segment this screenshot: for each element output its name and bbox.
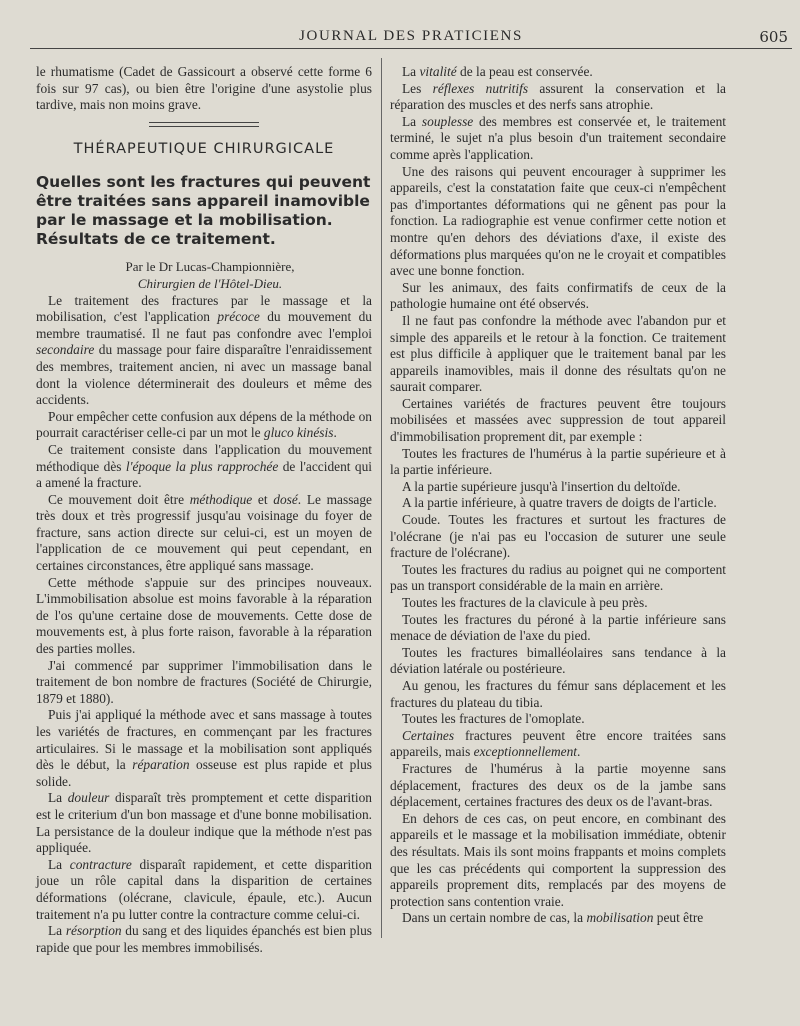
list-item: Au genou, les fractures du fémur sans déplacement et les fractures du plateau du tibia.	[390, 677, 726, 710]
column-divider	[381, 58, 382, 938]
intro-paragraph: le rhumatisme (Cadet de Gassicourt a observé cette forme 6 fois sur 97 cas), ou bien être l'origine d'une asystolie plus tardive, mais non moins grave.	[36, 64, 372, 113]
paragraph: Pour empêcher cette confusion aux dépens de la méthode on pourrait caractériser celle-ci par un mot le gluco kinésis.	[36, 408, 372, 441]
page-number: 605	[759, 28, 788, 46]
paragraph: Ce traitement consiste dans l'application du mouvement méthodique dès l'époque la plus rapprochée de l'accident qui a amené la fracture.	[36, 441, 373, 491]
paragraph: Puis j'ai appliqué la méthode avec et sans massage à toutes les variétés de fractures, en commençant par les fractures articulaires. Si le massage et la mobilisation sont appliqués dès le début, la réparation osseuse est plus rapide et plus solide.	[36, 707, 373, 789]
paragraph: Une des raisons qui peuvent encourager à supprimer les appareils, c'est la constatation faite que ceux-ci n'empêchent pas d'importantes déformations qui ne gênent pas pour la fonction. La radiographie est venue confirmer cette notion et montre qu'en dehors des déviations d'axe, il existe des déformations plus marquées qu'on ne le croyait et compatibles avec une bonne fonction.	[390, 163, 726, 279]
left-column	[36, 64, 372, 956]
list-item: Toutes les fractures de l'humérus à la partie supérieure et à la partie inférieure.	[390, 445, 726, 478]
paragraph: J'ai commencé par supprimer l'immobilisation dans le traitement de bon nombre de fractures (Société de Chirurgie, 1879 et 1880).	[36, 657, 372, 706]
author-affiliation: Chirurgien de l'Hôtel-Dieu.	[137, 275, 283, 291]
section-title: THÉRAPEUTIQUE CHIRURGICALE	[73, 140, 335, 157]
paragraph: Sur les animaux, des faits confirmatifs de ceux de la pathologie humaine ont été observés.	[390, 279, 726, 312]
article-title: Quelles sont les fractures qui peuvent être traitées sans appareil inamovible par le massage et la mobilisation. Résultats de ce traitement.	[36, 173, 371, 249]
paragraph: La douleur disparaît très promptement et cette disparition est le criterium d'un bon massage et d'une bonne mobilisation. La persistance de la douleur indique que la méthode n'est pas appliquée.	[36, 790, 372, 856]
paragraph: Les réflexes nutritifs assurent la conservation et la réparation des muscles et des nerfs sans atrophie.	[390, 80, 726, 113]
list-item: Toutes les fractures du péroné à la partie inférieure sans menace de déviation de l'axe du pied.	[390, 611, 726, 644]
list-item: Toutes les fractures de l'omoplate.	[402, 711, 585, 727]
paragraph: En dehors de ces cas, on peut encore, en combinant des appareils et le massage et la mobilisation immédiate, obtenir des résultats. Mais ils sont moins frappants et moins complets que les cas précédents qui comportent la suppression des appareils proprement dits, remplacés par des moyens de protection sans contention vraie.	[390, 810, 726, 909]
double-rule-divider	[149, 122, 259, 127]
paragraph: La vitalité de la peau est conservée.	[402, 64, 593, 79]
list-item: A la partie inférieure, à quatre travers de doigts de l'article.	[402, 495, 717, 511]
list-item: A la partie supérieure jusqu'à l'insertion du deltoïde.	[402, 478, 681, 494]
journal-title: JOURNAL DES PRATICIENS	[299, 28, 523, 44]
paragraph: Le traitement des fractures par le massage et la mobilisation, c'est l'application précoce du mouvement du membre traumatisé. Il ne faut pas confondre avec l'emploi secondaire du massage pour faire disparaître l'enraidissement des membres, traitement ancien, ni avec un massage banal dont la violence déterminerait des douleurs et même des accidents.	[36, 292, 373, 408]
byline: Par le Dr Lucas-Championnière,	[125, 259, 295, 275]
list-item: Toutes les fractures du radius au poignet qui ne comportent pas un transport considérable de la main en arrière.	[390, 561, 726, 594]
right-column	[390, 64, 726, 927]
paragraph: Il ne faut pas confondre la méthode avec l'abandon pur et simple des appareils et le retour à la fonction. Ce traitement est plus difficile à appliquer que le traitement banal par les appareils inamovibles, mais il donne des résultats qu'on ne saurait comparer.	[390, 312, 726, 395]
paragraph: Cette méthode s'appuie sur des principes nouveaux. L'immobilisation absolue est moins favorable à la réparation de l'os qu'une certaine dose de mouvements. Cette dose de mouvements est, à plus forte raison, favorable à la réparation des parties molles.	[36, 574, 372, 657]
paragraph: La souplesse des membres est conservée et, le traitement terminé, le sujet n'a plus besoin d'un traitement secondaire comme après l'application.	[390, 113, 726, 162]
list-item: Toutes les fractures bimalléolaires sans tendance à la déviation latérale ou postérieure.	[390, 644, 726, 677]
paragraph: La contracture disparaît rapidement, et cette disparition joue un rôle capital dans la disparition de certaines déformations (olécrane, clavicule, épaule, etc.). Aucun traitement n'a pu lutter contre la contracture comme celui-ci.	[36, 856, 372, 922]
paragraph: Ce mouvement doit être méthodique et dosé. Le massage très doux et très progressif jusqu'au voisinage du foyer de fracture, sans action directe sur celui-ci, est un moyen de l'application de ce mouvement qui peut cependant, en certaines circonstances, être appliqué sans massage.	[36, 491, 372, 574]
page-header	[30, 26, 792, 49]
paragraph: Dans un certain nombre de cas, la mobilisation peut être	[402, 910, 704, 926]
paragraph: Fractures de l'humérus à la partie moyenne sans déplacement, fractures des deux os de la jambe sans déplacement, certaines fractures des deux os de l'avant-bras.	[390, 760, 726, 810]
paragraph: Certaines fractures peuvent être encore traitées sans appareils, mais exceptionnellement.	[390, 727, 726, 760]
list-item: Coude. Toutes les fractures et surtout les fractures de l'olécrane (je n'ai pas eu l'occasion de suturer une seule fracture de l'olécrane).	[390, 512, 726, 561]
paragraph: La résorption du sang et des liquides épanchés est bien plus rapide que pour les membres immobilisés.	[36, 923, 372, 955]
paragraph: Certaines variétés de fractures peuvent être toujours mobilisées et massées avec suppression de tout appareil d'immobilisation proprement dit, par exemple :	[390, 395, 726, 445]
list-item: Toutes les fractures de la clavicule à peu près.	[402, 595, 648, 610]
